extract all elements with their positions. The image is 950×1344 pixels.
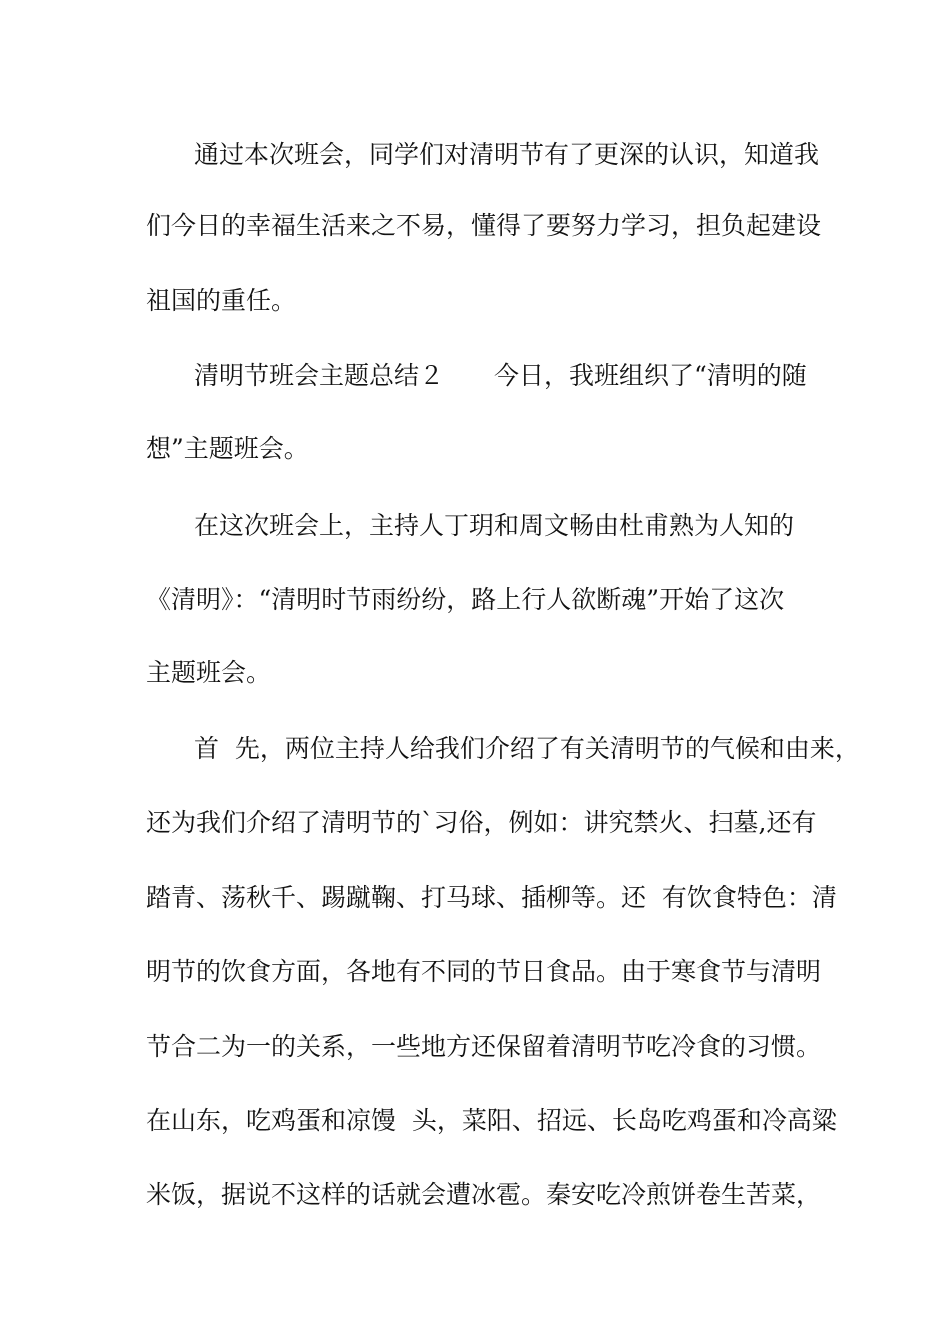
text-line: 首 先，两位主持人给我们介绍了有关清明节的气候和由来，: [194, 734, 860, 763]
text-line: 祖国的重任。: [146, 286, 297, 315]
text-line: 在山东，吃鸡蛋和凉馒 头，菜阳、招远、长岛吃鸡蛋和冷高粱: [146, 1106, 837, 1135]
text-line: 踏青、荡秋千、踢蹴鞠、打马球、插柳等。还 有饮食特色：清: [146, 883, 837, 912]
text-line: 《清明》：“清明时节雨纷纷，路上行人欲断魂”开始了这次: [146, 585, 785, 614]
text-line: 主题班会。: [146, 658, 272, 687]
text-line: 通过本次班会，同学们对清明节有了更深的认识，知道我: [194, 140, 820, 169]
text-line: 明节的饮食方面，各地有不同的节日食品。由于寒食节与清明: [146, 957, 822, 986]
text-line: 节合二为一的关系，一些地方还保留着清明节吃冷食的习惯。: [146, 1032, 822, 1061]
text-line: 们今日的幸福生活来之不易，懂得了要努力学习，担负起建设: [146, 211, 822, 240]
text-line: 还为我们介绍了清明节的`习俗，例如：讲究禁火、扫墓,还有: [146, 808, 817, 837]
text-line: 在这次班会上，主持人丁玥和周文畅由杜甫熟为人知的: [194, 511, 795, 540]
text-line: 清明节班会主题总结２ 今日，我班组织了“清明的随: [194, 361, 807, 390]
text-line: 米饭，据说不这样的话就会遭冰雹。秦安吃冷煎饼卷生苦菜，: [146, 1180, 822, 1209]
text-line: 想”主题班会。: [146, 434, 309, 463]
